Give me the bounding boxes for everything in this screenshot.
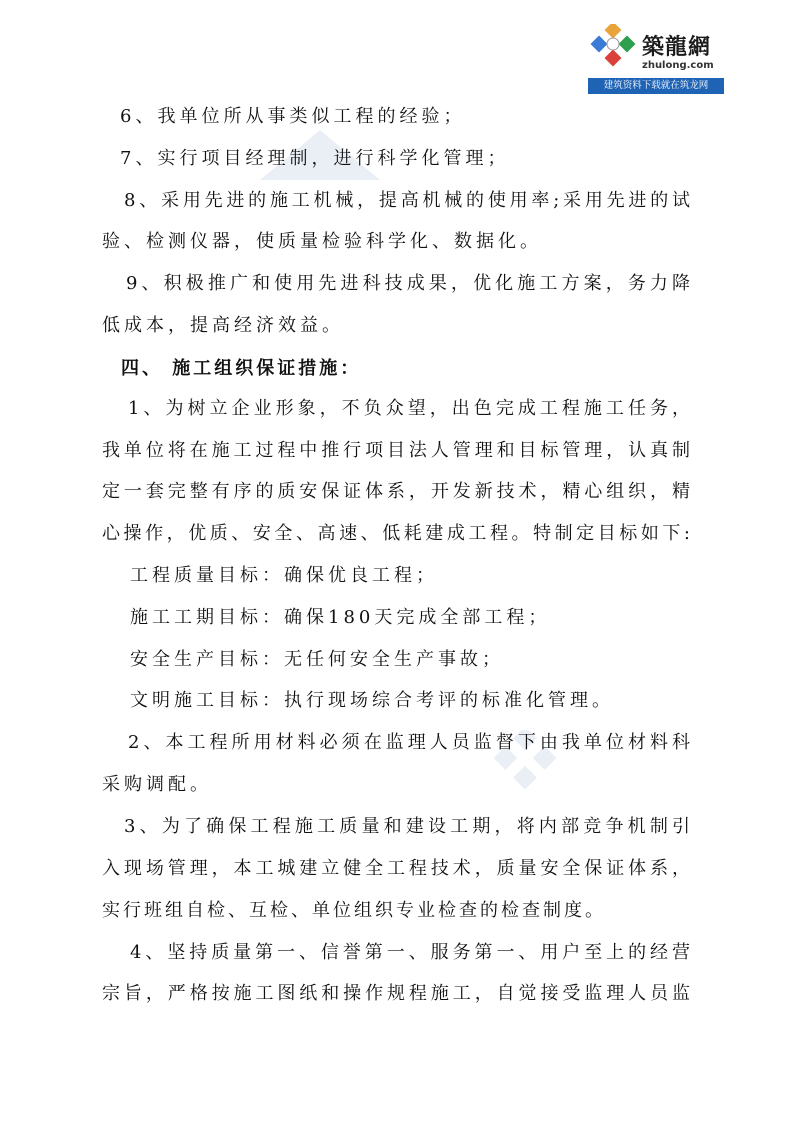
zhulong-emblem-icon	[588, 24, 638, 74]
line-8: 8、采用先进的施工机械，提高机械的使用率;采用先进的试	[124, 190, 690, 211]
logo-brand-text: 築龍網	[642, 34, 712, 60]
goal-safety: 安全生产目标：无任何安全生产事故；	[130, 649, 504, 670]
goal-civilized: 文明施工目标：执行现场综合考评的标准化管理。	[130, 690, 614, 711]
line-2-cont: 采购调配。	[102, 774, 212, 795]
goal-schedule: 施工工期目标：确保180天完成全部工程；	[130, 607, 551, 628]
logo-banner: 建筑资料下载就在筑龙网	[588, 78, 724, 94]
line-9-cont: 低成本，提高经济效益。	[102, 315, 344, 336]
line-6: 6、我单位所从事类似工程的经验；	[120, 106, 466, 127]
line-8-cont: 验、检测仪器，使质量检验科学化、数据化。	[102, 231, 542, 252]
logo-site-text: zhulong.com	[642, 60, 714, 71]
line-4: 4、坚持质量第一、信誉第一、服务第一、用户至上的经营	[130, 942, 690, 963]
line-1: 1、为树立企业形象，不负众望，出色完成工程施工任务，	[128, 398, 690, 419]
line-3: 3、为了确保工程施工质量和建设工期，将内部竞争机制引	[124, 816, 690, 837]
line-2: 2、本工程所用材料必须在监理人员监督下由我单位材料科	[128, 732, 690, 753]
line-4-cont: 宗旨，严格按施工图纸和操作规程施工，自觉接受监理人员监	[102, 983, 690, 1004]
zhulong-logo	[588, 14, 724, 96]
line-1-cont-a: 我单位将在施工过程中推行项目法人管理和目标管理，认真制	[102, 440, 690, 461]
line-3-cont-a: 入现场管理，本工城建立健全工程技术，质量安全保证体系，	[102, 858, 690, 879]
line-7: 7、实行项目经理制，进行科学化管理；	[120, 148, 510, 169]
line-1-cont-c: 心操作，优质、安全、高速、低耗建成工程。特制定目标如下:	[102, 523, 690, 544]
line-9: 9、积极推广和使用先进科技成果，优化施工方案，务力降	[126, 273, 690, 294]
section-heading: 四、 施工组织保证措施：	[121, 358, 362, 379]
line-3-cont-b: 实行班组自检、互检、单位组织专业检查的检查制度。	[102, 900, 606, 921]
line-1-cont-b: 定一套完整有序的质安保证体系，开发新技术，精心组织，精	[102, 481, 690, 502]
goal-quality: 工程质量目标：确保优良工程；	[130, 565, 438, 586]
